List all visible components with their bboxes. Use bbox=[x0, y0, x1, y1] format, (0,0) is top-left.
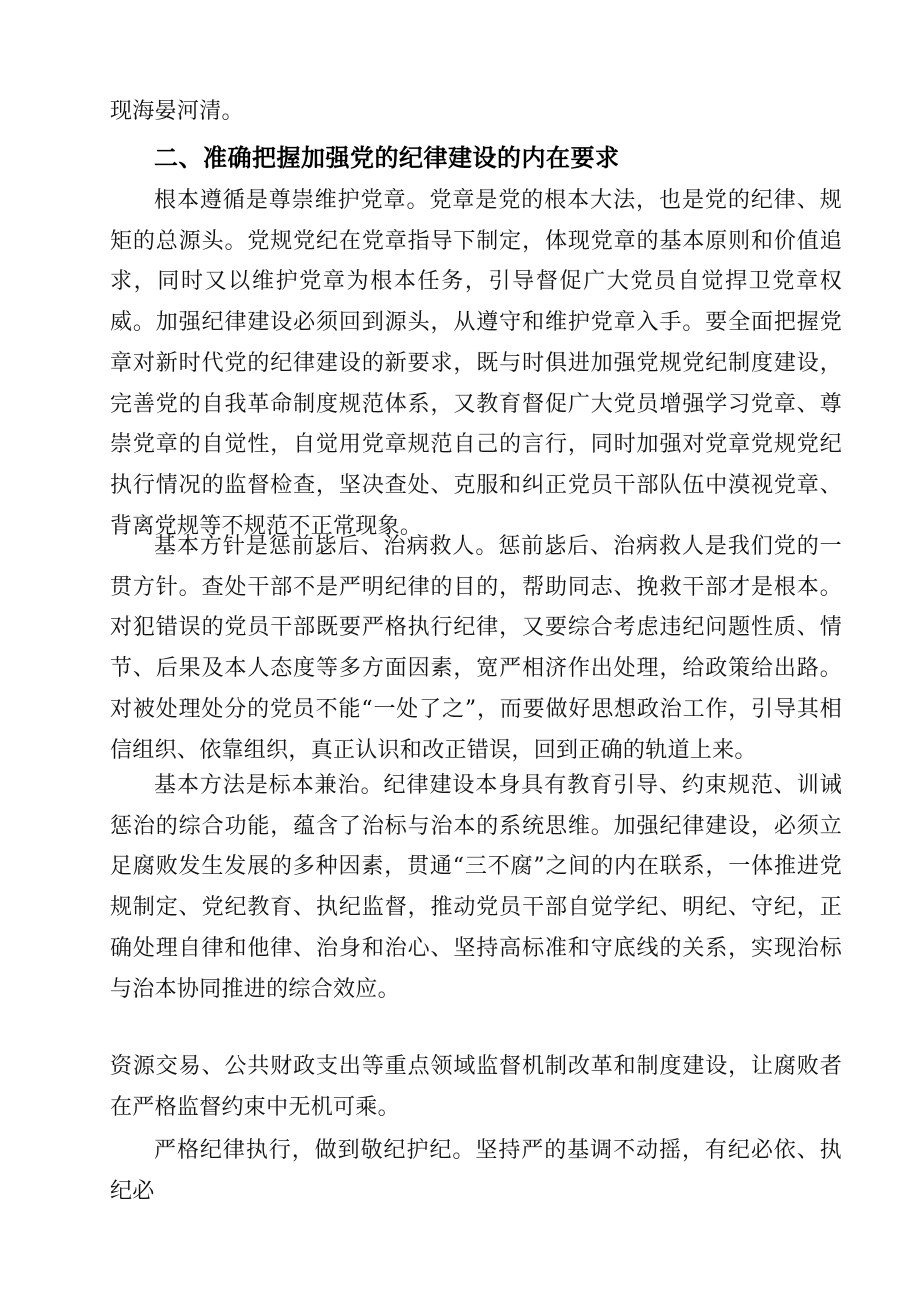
fragment-top-line: 现海晏河清。 bbox=[110, 99, 244, 124]
paragraph-policy: 基本方针是惩前毖后、治病救人。惩前毖后、治病救人是我们党的一贯方针。查处干部不是严明纪律的目的，帮助同志、挽救干部才是根本。对犯错误的党员干部既要严格执行纪律，又要综合考虑违纪问题性质、情节、后果及本人态度等多方面因素，宽严相济作出处理，给政策给出路。对被处理处分的党员不能“一处了之”，而要做好思想政治工作，引导其相信组织、依靠组织，真正认识和改正错误，回到正确的轨道上来。 bbox=[110, 534, 842, 763]
paragraph-bottom: 严格纪律执行，做到敬纪护纪。坚持严的基调不动摇，有纪必依、执纪必 bbox=[110, 1138, 842, 1204]
section-heading: 二、准确把握加强党的纪律建设的内在要求 bbox=[154, 144, 620, 172]
paragraph-party-constitution: 根本遵循是尊崇维护党章。党章是党的根本大法，也是党的纪律、规矩的总源头。党规党纪在党章指导下制定，体现党章的基本原则和价值追求，同时又以维护党章为根本任务，引导督促广大党员自觉捍卫党章权威。加强纪律建设必须回到源头，从遵守和维护党章入手。要全面把握党章对新时代党的纪律建设的新要求，既与时俱进加强党规党纪制度建设，完善党的自我革命制度规范体系，又教育督促广大党员增强学习党章、尊崇党章的自觉性，自觉用党章规范自己的言行，同时加强对党章党规党纪执行情况的监督检查，坚决查处、克服和纠正党员干部队伍中漠视党章、背离党规等不规范不正常现象。 bbox=[110, 188, 842, 539]
paragraph-method: 基本方法是标本兼治。纪律建设本身具有教育引导、约束规范、训诫惩治的综合功能，蕴含了治标与治本的系统思维。加强纪律建设，必须立足腐败发生发展的多种因素，贯通“三不腐”之间的内在联系，一体推进党规制定、党纪教育、执纪监督，推动党员干部自觉学纪、明纪、守纪，正确处理自律和他律、治身和治心、坚持高标准和守底线的关系，实现治标与治本协同推进的综合效应。 bbox=[110, 773, 842, 1002]
fragment-middle: 资源交易、公共财政支出等重点领域监督机制改革和制度建设，让腐败者在严格监督约束中无机可乘。 bbox=[110, 1054, 842, 1120]
